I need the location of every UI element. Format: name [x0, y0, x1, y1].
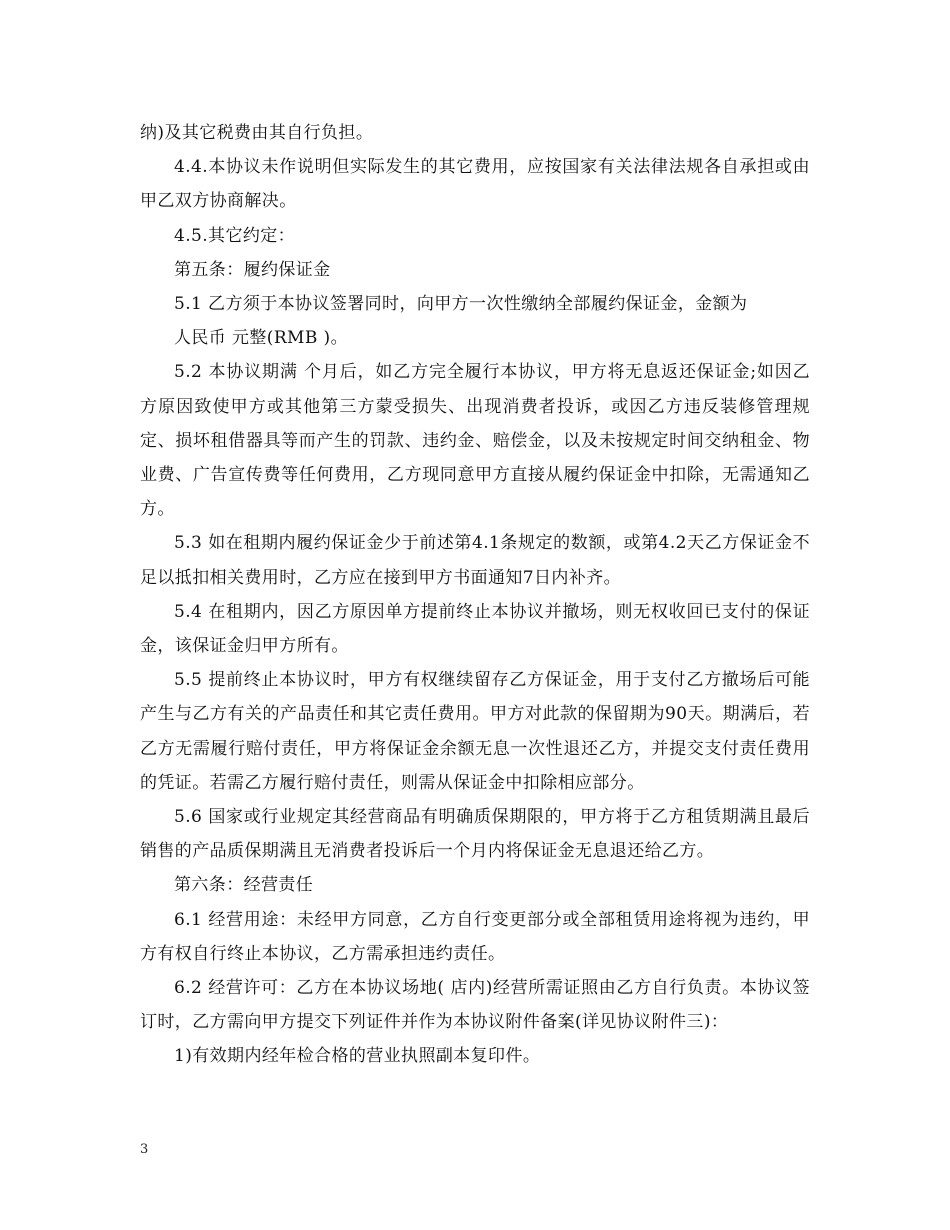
- paragraph: 人民币 元整(RMB )。: [174, 328, 348, 349]
- paragraph: 5.1 乙方须于本协议签署同时，向甲方一次性缴纳全部履约保证金，金额为: [174, 294, 748, 315]
- list-item: 1)有效期内经年检合格的营业执照副本复印件。: [174, 1046, 541, 1067]
- paragraph: 5.5 提前终止本协议时，甲方有权继续留存乙方保证金，用于支付乙方撤场后可能产生与乙方有关的产品责任和其它责任费用。甲方对此款的保留期为90天。期满后，若乙方无需履行赔付责任，甲方将保证金余额无息一次性退还乙方，并提交支付责任费用的凭证。若需乙方履行赔付责任，则需从保证金中扣除相应部分。: [140, 670, 810, 793]
- section-heading: 第五条：履约保证金: [174, 259, 331, 280]
- paragraph: 5.6 国家或行业规定其经营商品有明确质保期限的，甲方将于乙方租赁期满且最后销售的产品质保期满且无消费者投诉后一个月内将保证金无息退还给乙方。: [140, 807, 810, 862]
- paragraph: 纳)及其它税费由其自行负担。: [140, 123, 374, 143]
- paragraph: 5.3 如在租期内履约保证金少于前述第4.1条规定的数额，或第4.2天乙方保证金不足以抵扣相关费用时，乙方应在接到甲方书面通知7日内补齐。: [140, 533, 810, 588]
- section-heading: 第六条：经营责任: [174, 875, 314, 896]
- paragraph: 5.2 本协议期满 个月后，如乙方完全履行本协议，甲方将无息返还保证金;如因乙方原因致使甲方或其他第三方蒙受损失、出现消费者投诉，或因乙方违反装修管理规定、损坏租借器具等而产生的罚款、违约金、赔偿金，以及未按规定时间交纳租金、物业费、广告宣传费等任何费用，乙方现同意甲方直接从履约保证金中扣除，无需通知乙方。: [140, 362, 810, 520]
- document-body: [140, 116, 810, 1074]
- page-number: 3: [140, 1142, 149, 1157]
- paragraph: 6.1 经营用途：未经甲方同意，乙方自行变更部分或全部租赁用途将视为违约，甲方有权自行终止本协议，乙方需承担违约责任。: [140, 909, 810, 964]
- paragraph: 6.2 经营许可：乙方在本协议场地( 店内)经营所需证照由乙方自行负责。本协议签订时，乙方需向甲方提交下列证件并作为本协议附件备案(详见协议附件三)：: [140, 978, 810, 1033]
- paragraph: 4.5.其它约定：: [174, 225, 296, 246]
- paragraph: 5.4 在租期内，因乙方原因单方提前终止本协议并撤场，则无权收回已支付的保证金，该保证金归甲方所有。: [140, 601, 810, 657]
- paragraph: 4.4.本协议未作说明但实际发生的其它费用，应按国家有关法律法规各自承担或由甲乙双方协商解决。: [140, 157, 810, 212]
